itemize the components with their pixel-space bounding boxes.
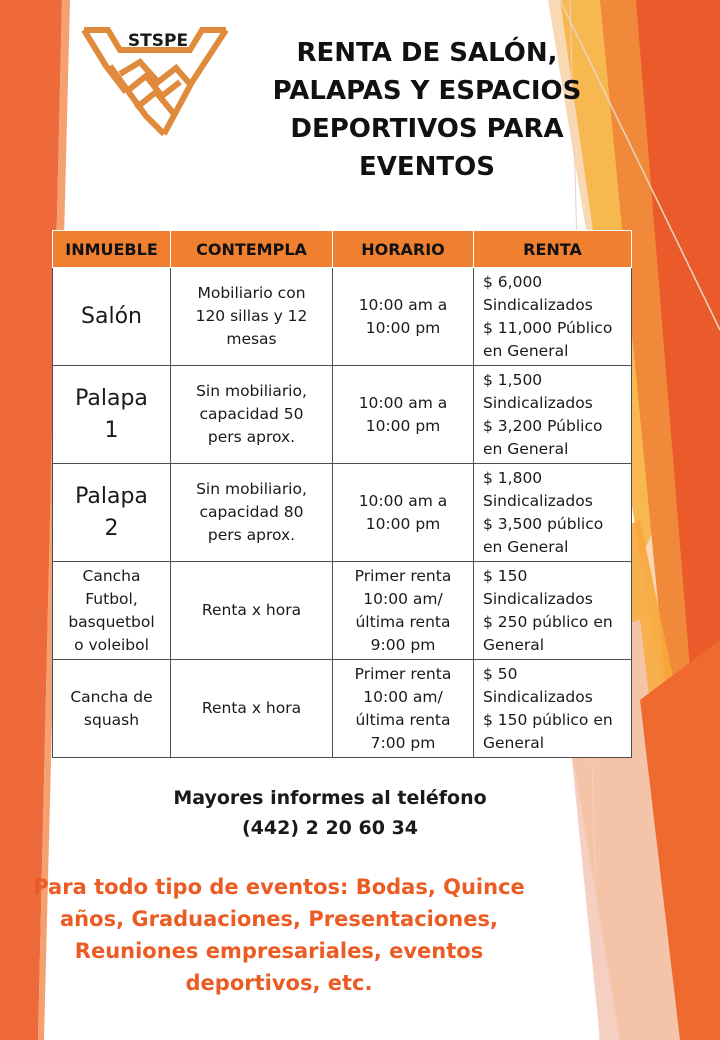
logo-text: STSPE <box>127 31 189 51</box>
cell-horario: 10:00 am a 10:00 pm <box>333 268 474 366</box>
contact-info <box>100 783 560 843</box>
table-row <box>53 464 632 562</box>
table-row <box>53 660 632 758</box>
cell-contempla: Mobiliario con 120 sillas y 12 mesas <box>171 268 333 366</box>
stspe-logo <box>80 22 230 140</box>
header-contempla: CONTEMPLA <box>171 231 333 268</box>
cell-contempla: Renta x hora <box>171 660 333 758</box>
contact-label: Mayores informes al teléfono <box>173 787 487 809</box>
header-horario: HORARIO <box>333 231 474 268</box>
cell-inmueble: Salón <box>53 268 171 366</box>
cell-horario: 10:00 am a 10:00 pm <box>333 464 474 562</box>
cell-contempla: Sin mobiliario, capacidad 80 pers aprox. <box>171 464 333 562</box>
table-header-row <box>53 231 632 268</box>
cell-renta: $ 50 Sindicalizados $ 150 público en General <box>474 660 632 758</box>
cell-contempla: Sin mobiliario, capacidad 50 pers aprox. <box>171 366 333 464</box>
header-inmueble: INMUEBLE <box>53 231 171 268</box>
page-title: RENTA DE SALÓN, PALAPAS Y ESPACIOS DEPORTIVOS PARA EVENTOS <box>272 38 582 182</box>
table-row <box>53 562 632 660</box>
header-renta: RENTA <box>474 231 632 268</box>
cell-horario: Primer renta 10:00 am/ última renta 9:00 pm <box>333 562 474 660</box>
rental-table <box>52 230 632 758</box>
events-text: Para todo tipo de eventos: Bodas, Quince años, Graduaciones, Presentaciones, Reuniones empresariales, eventos deportivos, etc. <box>33 875 525 995</box>
cell-renta: $ 1,500 Sindicalizados $ 3,200 Público en General <box>474 366 632 464</box>
table-row <box>53 366 632 464</box>
phone-number: (442) 2 20 60 34 <box>241 817 419 839</box>
cell-contempla: Renta x hora <box>171 562 333 660</box>
cell-inmueble: Cancha de squash <box>53 660 171 758</box>
cell-inmueble: Palapa 1 <box>53 366 171 464</box>
cell-inmueble: Cancha Futbol, basquetbol o voleibol <box>53 562 171 660</box>
cell-inmueble: Palapa 2 <box>53 464 171 562</box>
cell-renta: $ 150 Sindicalizados $ 250 público en General <box>474 562 632 660</box>
cell-horario: Primer renta 10:00 am/ última renta 7:00 pm <box>333 660 474 758</box>
cell-renta: $ 6,000 Sindicalizados $ 11,000 Público en General <box>474 268 632 366</box>
cell-horario: 10:00 am a 10:00 pm <box>333 366 474 464</box>
cell-renta: $ 1,800 Sindicalizados $ 3,500 público en General <box>474 464 632 562</box>
table-row <box>53 268 632 366</box>
